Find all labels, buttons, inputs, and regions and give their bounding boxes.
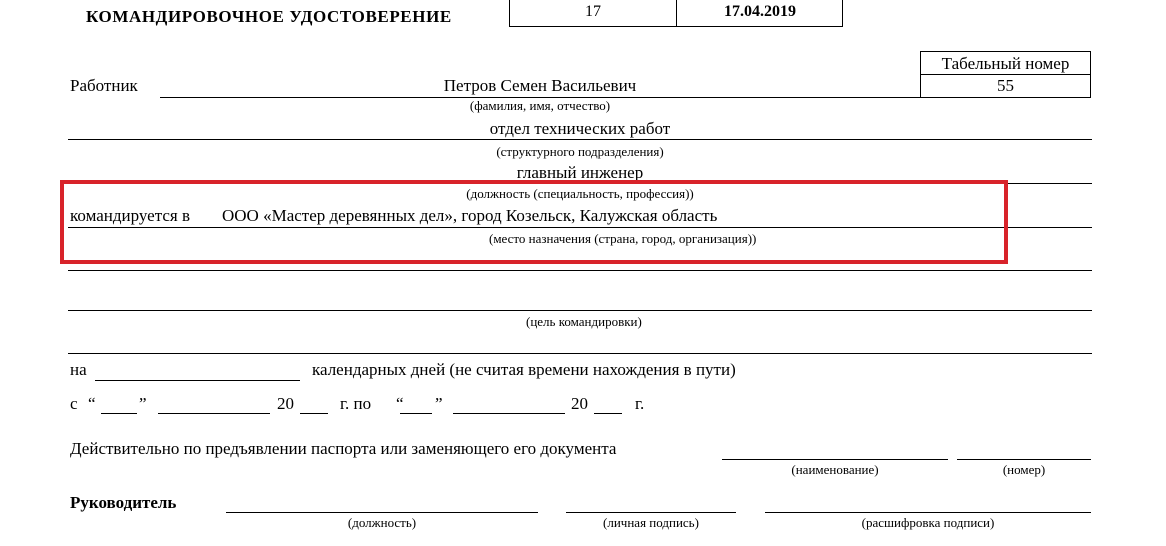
- highlight-rectangle: [60, 180, 1008, 264]
- document-date: 17.04.2019: [724, 2, 796, 20]
- validity-number-caption: (номер): [1002, 462, 1046, 477]
- duration-prefix: на: [70, 360, 87, 379]
- header-number-date-table: [509, 0, 843, 27]
- period-to-year-line: [594, 413, 622, 414]
- validity-document-number-line: [957, 459, 1091, 460]
- head-position-line: [226, 512, 538, 513]
- personnel-number-table: [920, 51, 1091, 98]
- period-from-open-quote: “: [88, 394, 96, 413]
- position-caption: (должность (специальность, профессия)): [466, 186, 694, 201]
- period-to-month-line: [453, 413, 565, 414]
- duration-suffix: календарных дней (не считая времени нахождения в пути): [312, 360, 736, 379]
- department-caption: (структурного подразделения): [496, 144, 664, 159]
- period-to-open-quote: “: [396, 394, 404, 413]
- head-signature-caption: (личная подпись): [603, 515, 699, 530]
- purpose-caption: (цель командировки): [526, 314, 642, 329]
- period-from-year-line: [300, 413, 328, 414]
- head-decoding-caption: (расшифровка подписи): [861, 515, 995, 530]
- document-number: 17: [585, 2, 601, 20]
- period-to-close-quote: ”: [435, 394, 443, 413]
- period-to-year-prefix: 20: [571, 394, 588, 413]
- period-from-day-line: [101, 413, 137, 414]
- validity-name-caption: (наименование): [791, 462, 879, 477]
- period-to-label: г. по: [340, 394, 372, 413]
- validity-document-name-line: [722, 459, 948, 460]
- employee-name: Петров Семен Васильевич: [443, 76, 637, 95]
- period-year-suffix: г.: [635, 394, 645, 413]
- employee-position: главный инженер: [516, 163, 644, 182]
- period-from-close-quote: ”: [139, 394, 147, 413]
- destination-caption: (место назначения (страна, город, организация)): [489, 231, 757, 246]
- period-from-month-line: [158, 413, 270, 414]
- personnel-number-value: 55: [997, 76, 1014, 95]
- employee-name-caption: (фамилия, имя, отчество): [469, 98, 611, 113]
- employee-department: отдел технических работ: [489, 119, 671, 138]
- head-decoding-line: [765, 512, 1091, 513]
- personnel-number-label: Табельный номер: [941, 54, 1070, 73]
- document-title: КОМАНДИРОВОЧНОЕ УДОСТОВЕРЕНИЕ: [86, 7, 452, 26]
- destination-value: ООО «Мастер деревянных дел», город Козельск, Калужская область: [222, 206, 718, 225]
- period-from-year-prefix: 20: [277, 394, 294, 413]
- validity-text: Действительно по предъявлении паспорта или заменяющего его документа: [70, 439, 617, 458]
- head-signature-line: [566, 512, 736, 513]
- purpose-line-1: [68, 270, 1092, 271]
- head-label: Руководитель: [70, 493, 177, 512]
- purpose-line-2: [68, 310, 1092, 311]
- period-from-label: с: [70, 394, 78, 413]
- destination-prefix: командируется в: [70, 206, 190, 225]
- employee-label: Работник: [70, 76, 138, 95]
- purpose-line-3: [68, 353, 1092, 354]
- head-position-caption: (должность): [347, 515, 417, 530]
- duration-days-line: [95, 380, 300, 381]
- department-line: [68, 139, 1092, 140]
- period-to-day-line: [400, 413, 432, 414]
